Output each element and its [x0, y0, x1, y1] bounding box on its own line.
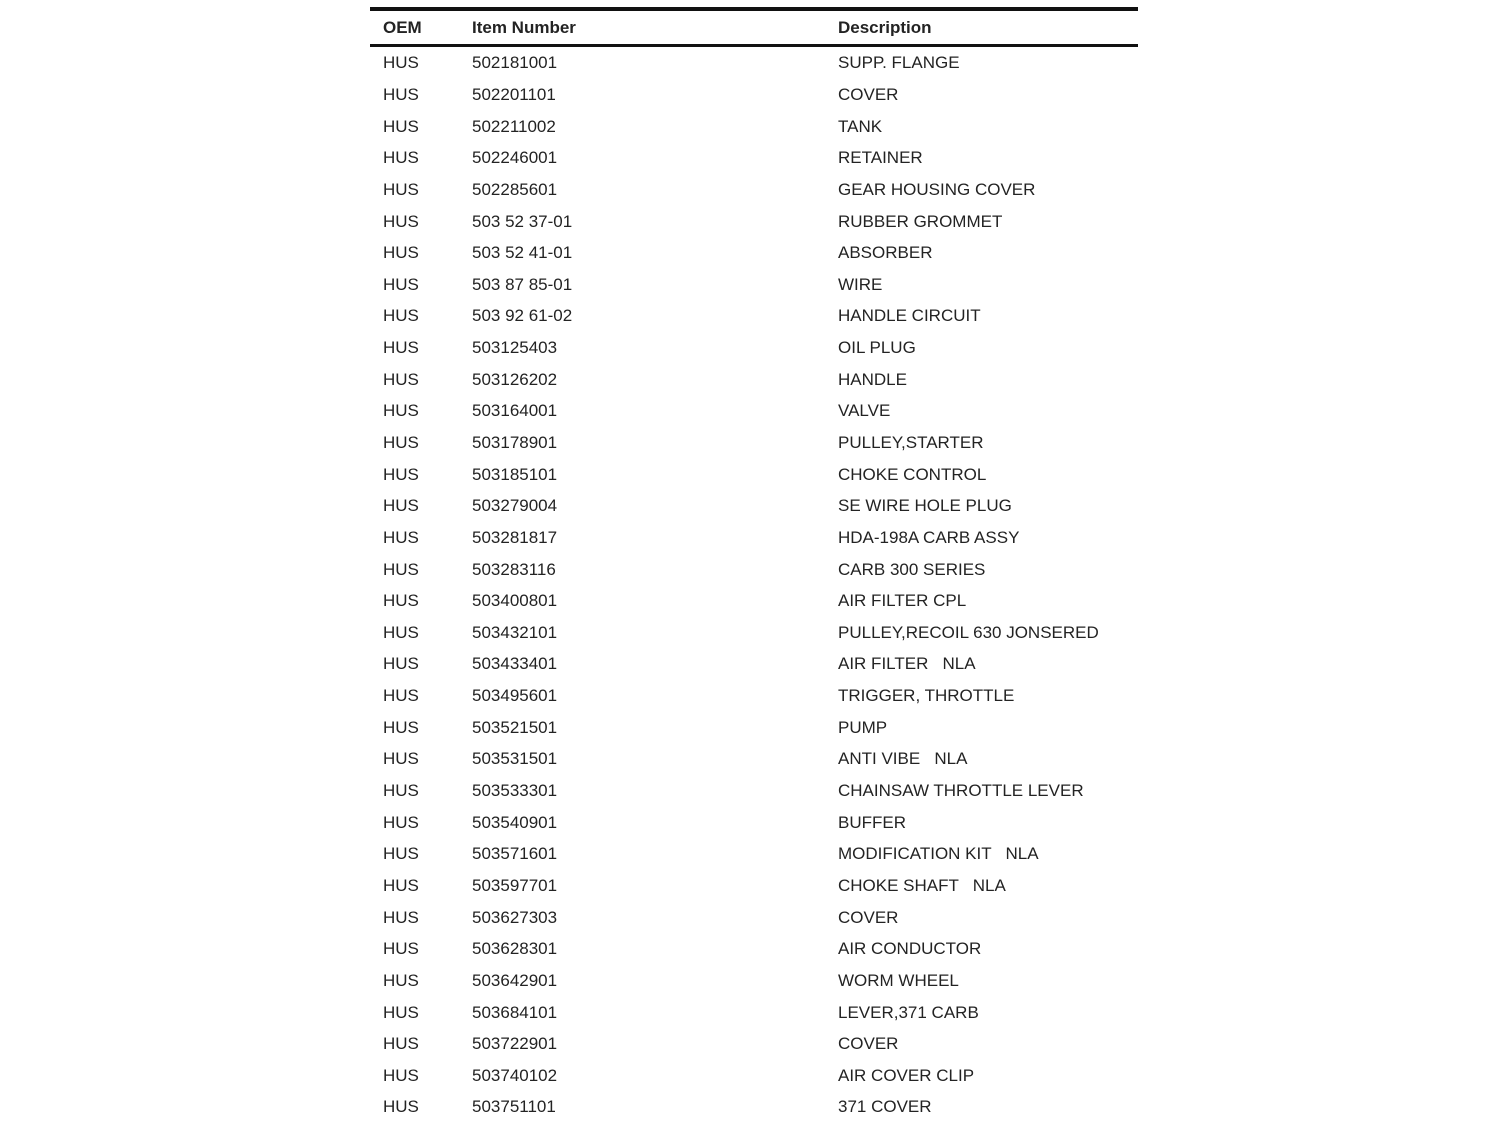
cell-item-number: 503642901	[472, 971, 558, 989]
cell-item-number: 503432101	[472, 623, 558, 641]
cell-item-number: 503 87 85-01	[472, 275, 573, 293]
cell-oem: HUS	[383, 845, 419, 863]
cell-oem: HUS	[383, 908, 419, 926]
cell-oem: HUS	[383, 592, 419, 610]
cell-description: GEAR HOUSING COVER	[838, 180, 1036, 198]
table-row	[370, 395, 1138, 427]
cell-description: HANDLE CIRCUIT	[838, 307, 981, 325]
cell-oem: HUS	[383, 623, 419, 641]
cell-item-number: 503628301	[472, 940, 558, 958]
cell-description: CHOKE SHAFT NLA	[838, 876, 1006, 894]
cell-item-number: 503571601	[472, 845, 558, 863]
cell-oem: HUS	[383, 560, 419, 578]
cell-description: TANK	[838, 117, 883, 135]
cell-description: PUMP	[838, 718, 888, 736]
table-row	[370, 680, 1138, 712]
cell-item-number: 503 52 37-01	[472, 212, 573, 230]
table-row	[370, 522, 1138, 554]
cell-oem: HUS	[383, 244, 419, 262]
cell-item-number: 503751101	[472, 1098, 556, 1116]
table-row	[370, 901, 1138, 933]
cell-description: PULLEY,STARTER	[838, 434, 984, 451]
cell-item-number: 503164001	[472, 402, 558, 420]
cell-oem: HUS	[383, 971, 419, 989]
cell-description: WORM WHEEL	[838, 971, 959, 989]
cell-oem: HUS	[383, 813, 419, 831]
cell-oem: HUS	[383, 528, 419, 546]
cell-description: CARB 300 SERIES	[838, 560, 986, 578]
cell-description: 371 COVER	[838, 1098, 932, 1116]
cell-oem: HUS	[383, 876, 419, 894]
cell-description: COVER	[838, 85, 899, 103]
cell-oem: HUS	[383, 180, 419, 198]
cell-description: VALVE	[838, 402, 891, 420]
cell-description: COVER	[838, 1035, 899, 1053]
cell-item-number: 502285601	[472, 180, 558, 198]
cell-item-number: 503185101	[472, 465, 558, 483]
table-row	[370, 1028, 1138, 1060]
table-row	[370, 775, 1138, 807]
cell-oem: HUS	[383, 275, 419, 293]
table-row	[370, 1091, 1138, 1123]
cell-oem: HUS	[383, 339, 419, 357]
cell-item-number: 503125403	[472, 339, 558, 357]
cell-description: AIR FILTER CPL	[838, 592, 967, 610]
cell-description: AIR COVER CLIP	[838, 1066, 975, 1084]
table-row	[370, 617, 1138, 649]
cell-oem: HUS	[383, 149, 419, 167]
cell-oem: HUS	[383, 940, 419, 958]
table-row	[370, 268, 1138, 300]
cell-oem: HUS	[383, 1066, 419, 1084]
cell-oem: HUS	[383, 718, 419, 736]
cell-description: BUFFER	[838, 813, 906, 831]
cell-item-number: 502181001	[472, 54, 558, 72]
table-row	[370, 427, 1138, 459]
cell-item-number: 503283116	[472, 560, 556, 578]
table-row	[370, 458, 1138, 490]
table-row	[370, 174, 1138, 206]
cell-oem: HUS	[383, 497, 419, 515]
table-row	[370, 553, 1138, 585]
cell-oem: HUS	[383, 434, 419, 451]
cell-oem: HUS	[383, 1098, 419, 1116]
cell-description: HANDLE	[838, 370, 907, 388]
cell-oem: HUS	[383, 782, 419, 800]
table-row	[370, 300, 1138, 332]
cell-item-number: 503 52 41-01	[472, 244, 573, 262]
cell-item-number: 502246001	[472, 149, 558, 167]
table-header	[370, 11, 1138, 44]
cell-item-number: 503684101	[472, 1003, 558, 1021]
cell-item-number: 502211002	[472, 117, 556, 135]
cell-description: RETAINER	[838, 149, 923, 167]
table-row	[370, 585, 1138, 617]
cell-item-number: 503521501	[472, 718, 558, 736]
cell-description: SUPP. FLANGE	[838, 54, 960, 72]
cell-description: AIR FILTER NLA	[838, 655, 976, 673]
cell-description: PULLEY,RECOIL 630 JONSERED	[838, 623, 1099, 641]
cell-description: HDA-198A CARB ASSY	[838, 528, 1020, 546]
cell-description: ANTI VIBE NLA	[838, 750, 968, 768]
cell-description: CHAINSAW THROTTLE LEVER	[838, 782, 1084, 800]
cell-oem: HUS	[383, 1035, 419, 1053]
cell-oem: HUS	[383, 117, 419, 135]
cell-description: AIR CONDUCTOR	[838, 940, 982, 958]
table-row	[370, 142, 1138, 174]
cell-item-number: 503722901	[472, 1035, 558, 1053]
table-row	[370, 838, 1138, 870]
table-row	[370, 933, 1138, 965]
cell-description: OIL PLUG	[838, 339, 916, 357]
table-row	[370, 965, 1138, 997]
table-row	[370, 743, 1138, 775]
cell-description: SE WIRE HOLE PLUG	[838, 497, 1012, 515]
cell-item-number: 503540901	[472, 813, 558, 831]
cell-oem: HUS	[383, 750, 419, 768]
cell-oem: HUS	[383, 212, 419, 230]
table-row	[370, 47, 1138, 79]
cell-oem: HUS	[383, 402, 419, 420]
cell-oem: HUS	[383, 1003, 419, 1021]
table-row	[370, 205, 1138, 237]
parts-table	[370, 7, 1138, 1123]
cell-item-number: 503281817	[472, 528, 558, 546]
column-header-oem: OEM	[383, 19, 422, 36]
column-header-item-number: Item Number	[472, 19, 576, 36]
cell-description: ABSORBER	[838, 244, 933, 262]
table-row	[370, 1060, 1138, 1092]
cell-item-number: 503533301	[472, 782, 558, 800]
cell-description: COVER	[838, 908, 899, 926]
cell-oem: HUS	[383, 687, 419, 705]
cell-oem: HUS	[383, 307, 419, 325]
table-row	[370, 648, 1138, 680]
cell-item-number: 503433401	[472, 655, 558, 673]
table-row	[370, 237, 1138, 269]
cell-item-number: 503279004	[472, 497, 558, 515]
cell-item-number: 502201101	[472, 85, 556, 103]
table-row	[370, 79, 1138, 111]
cell-oem: HUS	[383, 655, 419, 673]
cell-description: CHOKE CONTROL	[838, 465, 987, 483]
cell-description: WIRE	[838, 275, 883, 293]
cell-description: TRIGGER, THROTTLE	[838, 687, 1015, 705]
cell-item-number: 503740102	[472, 1066, 558, 1084]
cell-oem: HUS	[383, 370, 419, 388]
table-row	[370, 363, 1138, 395]
table-header-row	[370, 11, 1138, 44]
cell-item-number: 503 92 61-02	[472, 307, 573, 325]
table-body	[370, 47, 1138, 1123]
cell-item-number: 503495601	[472, 687, 558, 705]
cell-description: LEVER,371 CARB	[838, 1003, 979, 1021]
table-row	[370, 332, 1138, 364]
cell-item-number: 503627303	[472, 908, 558, 926]
cell-item-number: 503400801	[472, 592, 558, 610]
table-row	[370, 806, 1138, 838]
table-row	[370, 490, 1138, 522]
table-row	[370, 870, 1138, 902]
cell-oem: HUS	[383, 85, 419, 103]
table-row	[370, 996, 1138, 1028]
cell-item-number: 503178901	[472, 434, 558, 451]
column-header-description: Description	[838, 19, 932, 36]
cell-description: RUBBER GROMMET	[838, 212, 1003, 230]
table-row	[370, 711, 1138, 743]
cell-oem: HUS	[383, 465, 419, 483]
cell-oem: HUS	[383, 54, 419, 72]
cell-description: MODIFICATION KIT NLA	[838, 845, 1039, 863]
cell-item-number: 503597701	[472, 876, 558, 894]
cell-item-number: 503126202	[472, 370, 558, 388]
cell-item-number: 503531501	[472, 750, 558, 768]
table-row	[370, 110, 1138, 142]
